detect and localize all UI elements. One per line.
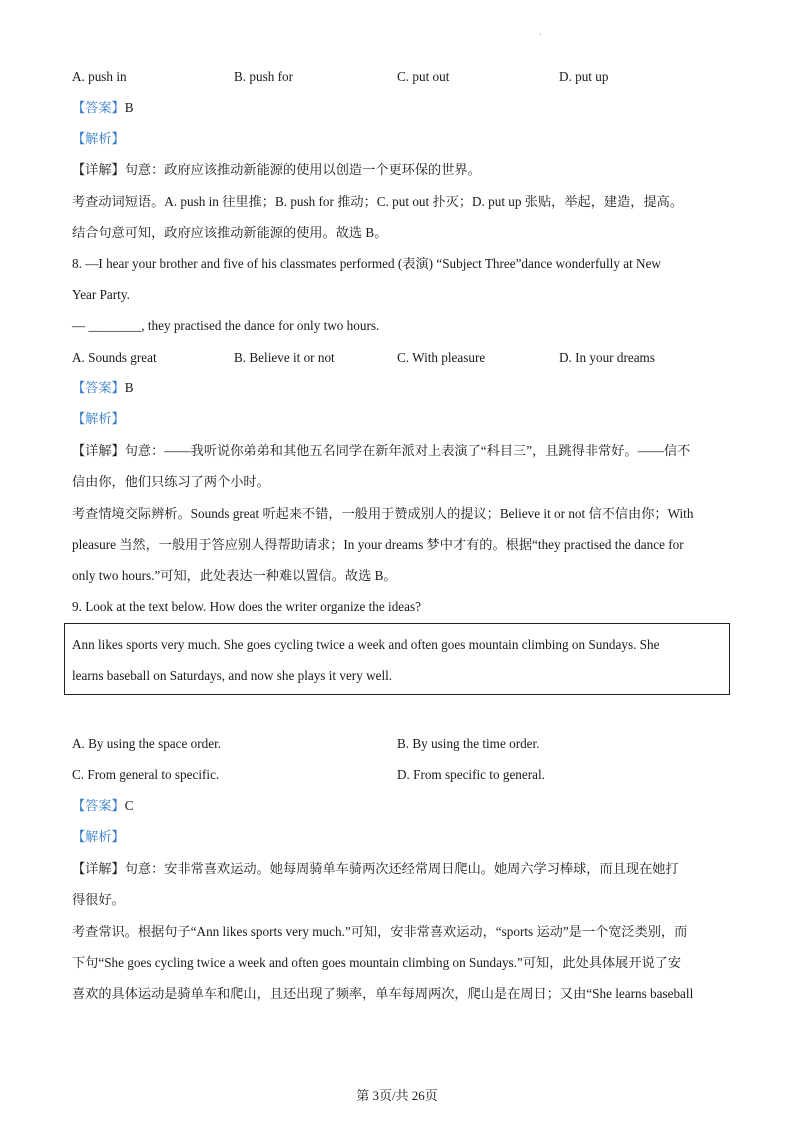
q9-explain-line-2: 下句“She goes cycling twice a week and often goes mountain climbing on Sundays.”可知，此处具体展开说了安 [72, 955, 682, 970]
q9-box-line-2: learns baseball on Saturdays, and now she plays it very well. [72, 668, 393, 683]
q9-option-d: D. From specific to general. [397, 767, 545, 782]
q8-answer [72, 378, 134, 398]
q7-detail [72, 160, 481, 180]
q9-detail-line-1 [72, 859, 679, 879]
q9-answer [72, 796, 134, 816]
q8-explain-line-3: only two hours.”可知，此处表达一种难以置信。故选 B。 [72, 568, 397, 583]
q8-option-d: D. In your dreams [559, 350, 655, 365]
q7-answer [72, 98, 134, 118]
detail-tag: 【详解】 [72, 443, 125, 458]
q8-stem-line-2: Year Party. [72, 287, 130, 302]
answer-tag: 【答案】 [72, 100, 125, 115]
detail-text: 句意：——我听说你弟弟和其他五名同学在新年派对上表演了“科目三”，且跳得非常好。——信不 [124, 443, 691, 458]
q7-option-b: B. push for [234, 69, 293, 84]
answer-value: B [124, 380, 134, 395]
answer-tag: 【答案】 [72, 798, 125, 813]
q7-analysis-tag: 【解析】 [72, 131, 125, 146]
q8-option-b: B. Believe it or not [234, 350, 335, 365]
answer-value: B [124, 100, 134, 115]
q7-option-c: C. put out [397, 69, 450, 84]
detail-tag: 【详解】 [72, 861, 125, 876]
q9-text-box [64, 623, 730, 695]
top-mark: · [539, 30, 542, 39]
q9-analysis-tag: 【解析】 [72, 829, 125, 844]
q9-option-b: B. By using the time order. [397, 736, 540, 751]
q9-box-line-1: Ann likes sports very much. She goes cycling twice a week and often goes mountain climbing on Sundays. She [72, 637, 660, 652]
page-footer: 第 3页/共 26页 [356, 1088, 438, 1103]
q9-explain-line-1: 考查常识。根据句子“Ann likes sports very much.”可知，安非常喜欢运动，“sports 运动”是一个宽泛类别，而 [72, 924, 688, 939]
q8-stem-line-3: — ________, they practised the dance for only two hours. [72, 318, 380, 333]
q9-option-c: C. From general to specific. [72, 767, 220, 782]
q8-option-a: A. Sounds great [72, 350, 157, 365]
q9-stem: 9. Look at the text below. How does the writer organize the ideas? [72, 599, 421, 614]
detail-tag: 【详解】 [72, 162, 125, 177]
q9-option-a: A. By using the space order. [72, 736, 222, 751]
answer-tag: 【答案】 [72, 380, 125, 395]
q8-explain-line-1: 考查情境交际辨析。Sounds great 听起来不错，一般用于赞成别人的提议；Believe it or not 信不信由你；With [72, 506, 694, 521]
answer-value: C [124, 798, 134, 813]
q8-analysis-tag: 【解析】 [72, 411, 125, 426]
q8-option-c: C. With pleasure [397, 350, 486, 365]
q8-detail-line-2: 信由你，他们只练习了两个小时。 [72, 474, 270, 489]
q8-stem-line-1: 8. —I hear your brother and five of his classmates performed (表演) “Subject Three”dance wonderfully at New [72, 256, 661, 271]
q7-option-a: A. push in [72, 69, 127, 84]
detail-text: 句意：安非常喜欢运动。她每周骑单车骑两次还经常周日爬山。她周六学习棒球，而且现在她打 [124, 861, 679, 876]
q7-explain-line-1: 考查动词短语。A. push in 往里推；B. push for 推动；C. put out 扑灭；D. put up 张贴，举起，建造，提高。 [72, 194, 684, 209]
q7-option-d: D. put up [559, 69, 609, 84]
q9-detail-line-2: 得很好。 [72, 892, 125, 907]
q8-explain-line-2: pleasure 当然，一般用于答应别人得帮助请求；In your dreams 梦中才有的。根据“they practised the dance for [72, 537, 684, 552]
q8-detail-line-1 [72, 441, 690, 461]
q7-explain-line-2: 结合句意可知，政府应该推动新能源的使用。故选 B。 [72, 225, 388, 240]
detail-text: 句意：政府应该推动新能源的使用以创造一个更环保的世界。 [124, 162, 481, 177]
q9-explain-line-3: 喜欢的具体运动是骑单车和爬山，且还出现了频率，单车每周两次，爬山是在周日；又由“She learns baseball [72, 986, 694, 1001]
